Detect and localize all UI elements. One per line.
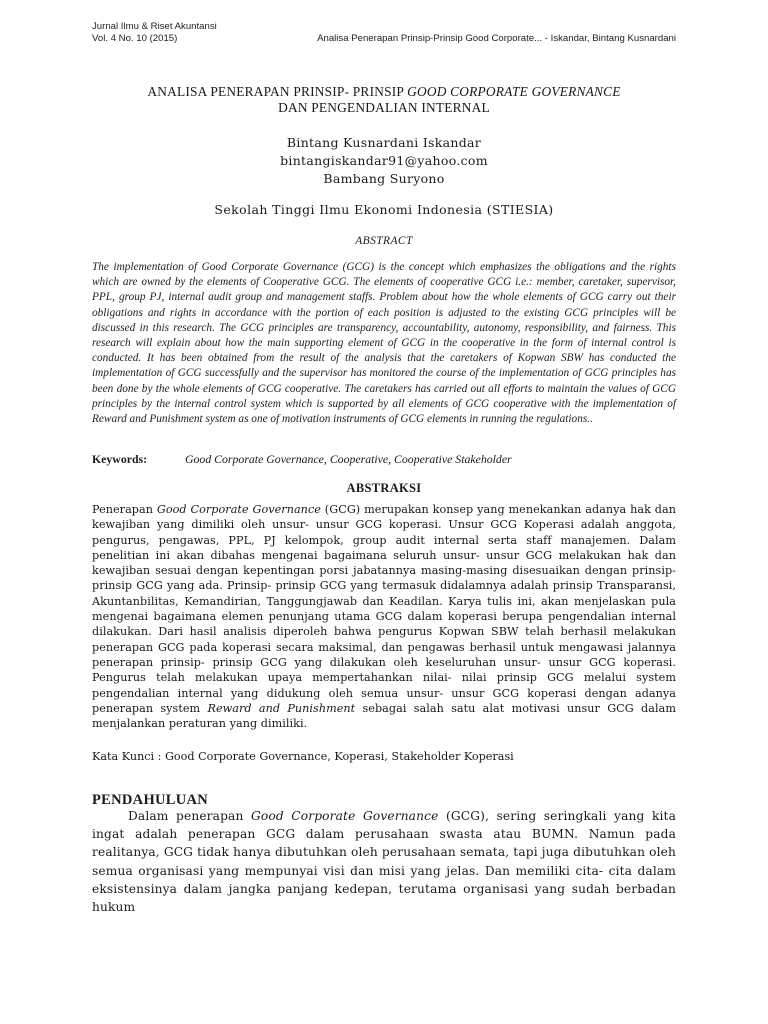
title-line-1: ANALISA PENERAPAN PRINSIP- PRINSIP [147, 84, 408, 99]
author-1: Bintang Kusnardani Iskandar [286, 135, 482, 150]
abstraksi-italic-2: Reward and Punishment [207, 701, 356, 715]
abstraksi-italic-1: Good Corporate Governance [156, 503, 321, 516]
abstract-heading: ABSTRACT [355, 235, 413, 247]
intro-text-1: Dalam penerapan [128, 809, 251, 823]
affiliation: Sekolah Tinggi Ilmu Ekonomi Indonesia (STIESIA) [214, 202, 554, 217]
kata-kunci: Kata Kunci : Good Corporate Governance, Koperasi, Stakeholder Koperasi [92, 750, 514, 763]
abstraksi-text-1: Penerapan [92, 503, 157, 516]
author-block [92, 134, 676, 188]
journal-name: Jurnal Ilmu & Riset Akuntansi [92, 21, 217, 32]
author-email: bintangiskandar91@yahoo.com [280, 153, 488, 168]
title-line-2: DAN PENGENDALIAN INTERNAL [278, 100, 490, 115]
keywords-label: Keywords: [92, 452, 148, 466]
intro-italic: Good Corporate Governance [250, 809, 439, 823]
abstraksi-heading: ABSTRAKSI [346, 481, 422, 495]
abstraksi-text-2: (GCG) merupakan konsep yang menekankan adanya hak dan kewajiban yang dimiliki oleh unsur- unsur GCG koperasi. Unsur GCG Koperasi adalah anggota, pengurus, pengawas, PPL, PJ kelompok, group audit internal serta staff manajemen. Dalam penelitian ini akan dibahas mengenai bagaimana seluruh unsur- unsur GCG melakukan hak dan kewajiban sesuai dengan kepentingan porsi jabatannya masing-masing disesuaikan dengan prinsip- prinsip GCG yang ada. Prinsip- prinsip GCG yang termasuk didalamnya adalah prinsip Transparansi, Akuntanbilitas, Kemandirian, Tanggungjawab dan Keadilan. Karya tulis ini, akan menjelaskan pula mengenai bagaimana elemen penunjang utama GCG dalam koperasi berupa pengendalian internal dilakukan. Dari hasil analisis diperoleh bahwa pengurus Kopwan SBW telah berhasil melakukan penerapan GCG pada koperasi secara maksimal, dan pengawas berhasil untuk mengawasi jalannya penerapan prinsip- prinsip GCG yang dilakukan oleh keseluruhan unsur- unsur GCG koperasi. Pengurus telah melakukan upaya mempertahankan nilai- nilai prinsip GCG melalui system pengendalian internal yang didukung oleh semua unsur- unsur GCG koperasi dengan adanya penerapan system [92, 503, 676, 715]
running-header [92, 21, 676, 45]
volume-info: Vol. 4 No. 10 (2015) [92, 33, 178, 44]
abstract-body: The implementation of Good Corporate Governance (GCG) is the concept which emphasizes the obligations and the rights which are owned by the elements of Cooperative GCG. The elements of cooperative GCG i.e.: member, caretaker, supervisor, PPL, group PJ, internal audit group and management staffs. Problem about how the whole elements of GCG carry out their obligations and rights in accordance with the portion of each position is adjusted to the existing GCG principles will be discussed in this research. The GCG principles are transparency, accountability, autonomy, responsibility, and fairness. This research will explain about how the main supporting element of GCG in the cooperative in the form of internal control is conducted. It has been obtained from the result of the analysis that the caretakers of Kopwan SBW has conducted the implementation of GCG successfully and the supervisor has monitored the course of the implementation of GCG principles has been done by the whole elements of GCG cooperative. The caretakers has carried out all efforts to maintain the values of GCG principles by the internal control system which is supported by all elements of GCG cooperative with the implementation of Reward and Punishment system as one of motivation instruments of GCG elements in running the regulations.. [92, 261, 676, 426]
running-header-row [92, 33, 676, 45]
intro-paragraph [92, 807, 676, 916]
keywords-line [92, 451, 676, 467]
title-italic: GOOD CORPORATE GOVERNANCE [407, 84, 621, 99]
paper-title [92, 84, 676, 116]
abstraksi-body [92, 502, 676, 731]
author-2: Bambang Suryono [323, 171, 445, 186]
keywords-text: Good Corporate Governance, Cooperative, Cooperative Stakeholder [185, 452, 512, 466]
intro-text-2: (GCG), sering seringkali yang kita ingat adalah penerapan GCG dalam perusahaan swasta atau BUMN. Namun pada realitanya, GCG tidak hanya dibutuhkan oleh perusahaan semata, tapi juga dibutuhkan oleh semua organisasi yang mempunyai visi dan misi yang jelas. Dan memiliki cita- cita dalam eksistensinya dalam jangka panjang kedepan, terutama organisasi yang sudah berbadan hukum [92, 809, 677, 915]
abstraksi-text-3: sebagai salah satu alat motivasi unsur GCG dalam menjalankan peraturan yang dimiliki. [92, 701, 676, 731]
section-heading-pendahuluan: PENDAHULUAN [92, 792, 209, 808]
running-title: Analisa Penerapan Prinsip-Prinsip Good Corporate... - Iskandar, Bintang Kusnardani [317, 33, 676, 44]
